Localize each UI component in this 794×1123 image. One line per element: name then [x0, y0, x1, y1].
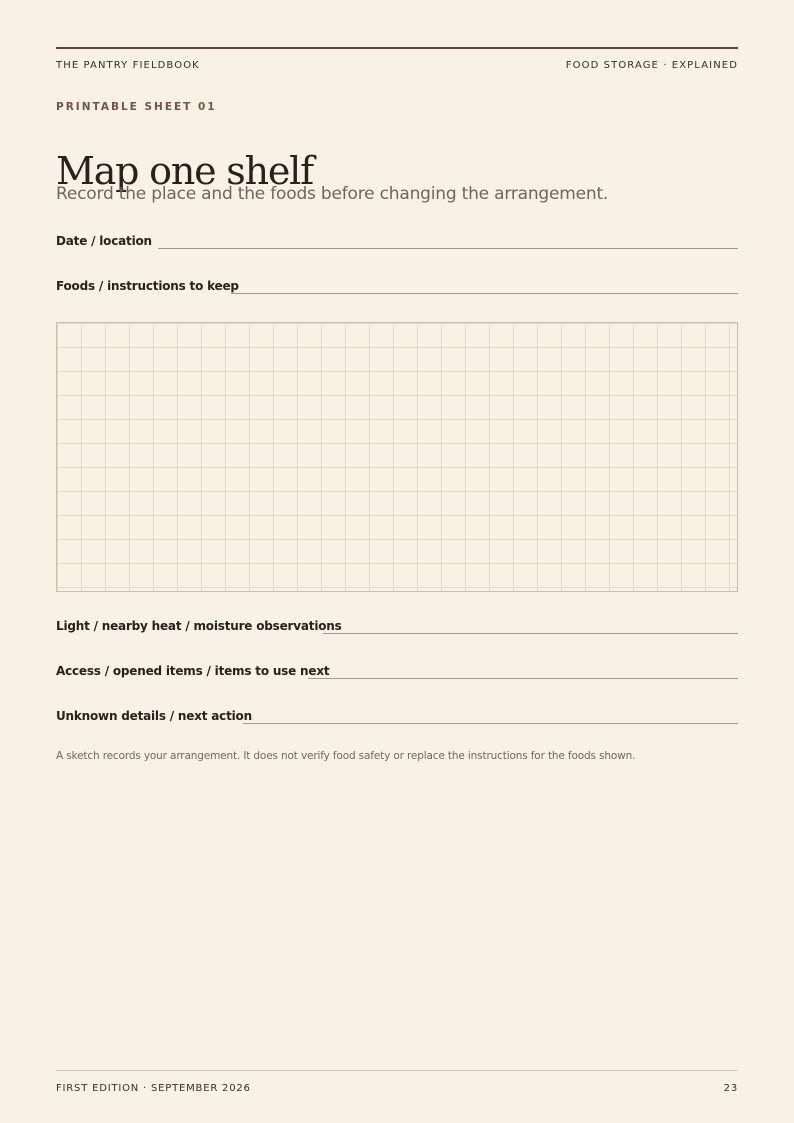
page-title: Map one shelf	[56, 149, 313, 194]
write-line[interactable]	[231, 293, 738, 294]
access-opened-items-field[interactable]	[56, 664, 738, 686]
bottom-rule	[56, 1070, 738, 1071]
foods-instructions-field[interactable]	[56, 279, 738, 301]
date-location-field[interactable]	[56, 234, 738, 256]
field-label: Light / nearby heat / moisture observations	[56, 619, 342, 633]
worksheet-page	[56, 0, 738, 1123]
footer	[56, 1083, 738, 1097]
field-label: Date / location	[56, 234, 152, 248]
section-title: FOOD STORAGE · EXPLAINED	[565, 60, 738, 71]
sheet-eyebrow: PRINTABLE SHEET 01	[56, 101, 217, 113]
write-line[interactable]	[158, 248, 738, 249]
write-line[interactable]	[308, 678, 738, 679]
running-head	[56, 60, 738, 74]
unknown-details-field[interactable]	[56, 709, 738, 731]
shelf-sketch-grid[interactable]	[56, 322, 738, 592]
book-title: THE PANTRY FIELDBOOK	[56, 60, 200, 71]
top-rule	[56, 47, 738, 49]
field-label: Foods / instructions to keep	[56, 279, 239, 293]
light-heat-moisture-field[interactable]	[56, 619, 738, 641]
page-subtitle: Record the place and the foods before changing the arrangement.	[56, 184, 609, 204]
disclaimer-note: A sketch records your arrangement. It does not verify food safety or replace the instructions for the foods shown.	[56, 750, 636, 762]
field-label: Access / opened items / items to use next	[56, 664, 330, 678]
page-number: 23	[723, 1083, 738, 1094]
write-line[interactable]	[323, 633, 738, 634]
field-label: Unknown details / next action	[56, 709, 252, 723]
edition-label: FIRST EDITION · SEPTEMBER 2026	[56, 1083, 251, 1094]
write-line[interactable]	[243, 723, 738, 724]
